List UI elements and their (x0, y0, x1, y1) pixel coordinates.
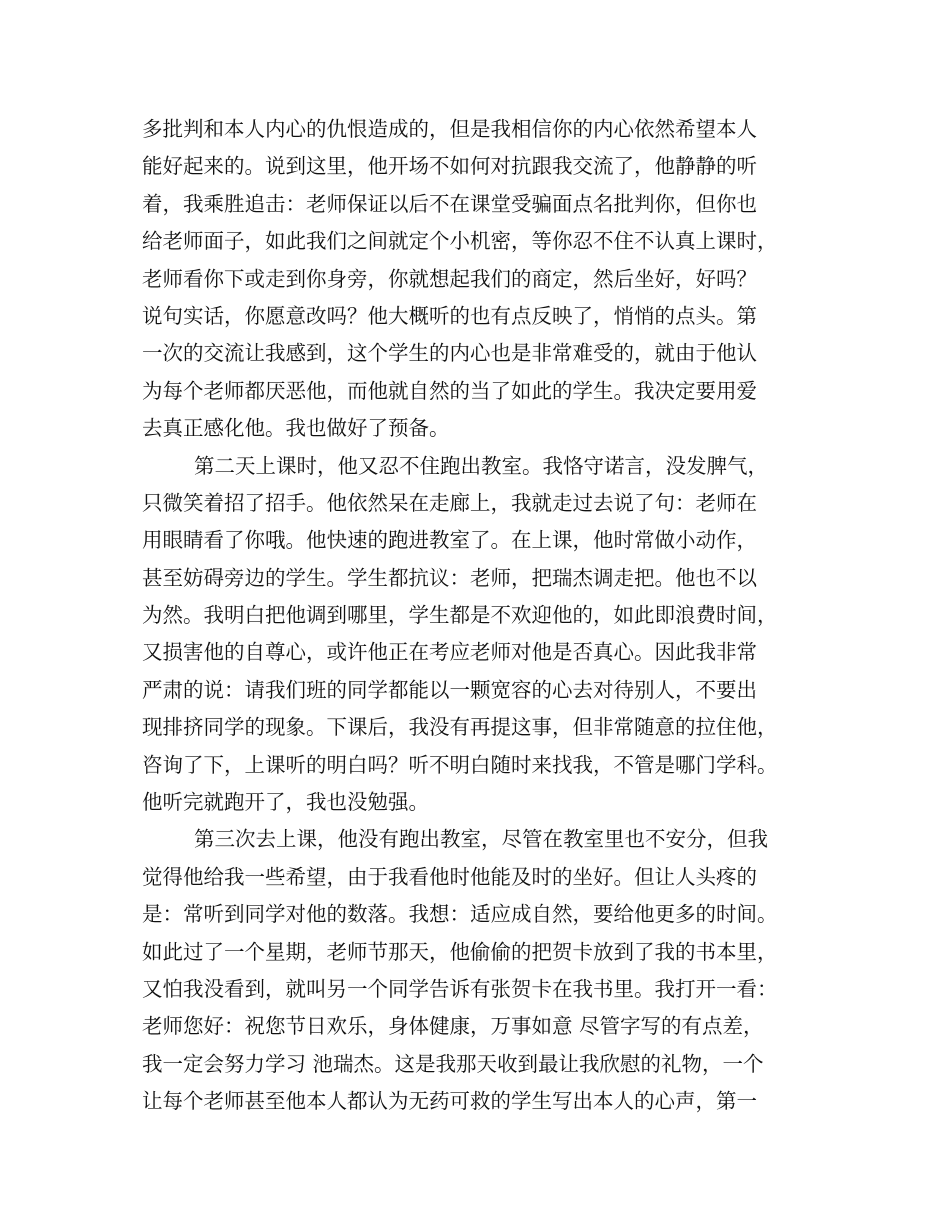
text-line: 说句实话，你愿意改吗？他大概听的也有点反映了，悄悄的点头。第 (142, 303, 757, 328)
text-line: 让每个老师甚至他本人都认为无药可救的学生写出本人的心声，第一 (142, 1089, 757, 1114)
paragraph-start-line: 第三次去上课，他没有跑出教室，尽管在教室里也不安分，但我 (194, 827, 768, 852)
text-line: 着，我乘胜追击：老师保证以后不在课堂受骗面点名批判你，但你也 (142, 191, 757, 216)
text-line: 他听完就跑开了，我也没勉强。 (142, 790, 429, 815)
text-line: 多批判和本人内心的仇恨造成的，但是我相信你的内心依然希望本人 (142, 117, 757, 141)
text-line: 用眼睛看了你哦。他快速的跑进教室了。在上课，他时常做小动作， (142, 528, 757, 553)
text-line: 老师您好：祝您节日欢乐，身体健康，万事如意 尽管字写的有点差， (142, 1014, 764, 1039)
text-line: 一次的交流让我感到，这个学生的内心也是非常难受的，就由于他认 (142, 341, 757, 366)
text-line: 又损害他的自尊心，或许他正在考应老师对他是否真心。因此我非常 (142, 640, 757, 665)
paragraph-start-line: 第二天上课时，他又忍不住跑出教室。我恪守诺言，没发脾气， (194, 453, 768, 478)
text-line: 现排挤同学的现象。下课后，我没有再提这事，但非常随意的拉住他， (142, 715, 778, 740)
text-line: 如此过了一个星期，老师节那天，他偷偷的把贺卡放到了我的书本里， (142, 939, 778, 964)
text-line: 是：常听到同学对他的数落。我想：适应成自然，要给他更多的时间。 (142, 902, 778, 927)
text-line: 我一定会努力学习 池瑞杰。这是我那天收到最让我欣慰的礼物，一个 (142, 1051, 764, 1076)
text-line: 咨询了下，上课听的明白吗？听不明白随时来找我，不管是哪门学科。 (142, 752, 778, 777)
text-line: 觉得他给我一些希望，由于我看他时他能及时的坐好。但让人头疼的 (142, 864, 757, 889)
text-line: 给老师面子，如此我们之间就定个小机密，等你忍不住不认真上课时， (142, 229, 778, 254)
text-line: 甚至妨碍旁边的学生。学生都抗议：老师，把瑞杰调走把。他也不以 (142, 565, 757, 590)
text-line: 能好起来的。说到这里，他开场不如何对抗跟我交流了，他静静的听 (142, 154, 757, 179)
body-text (142, 111, 842, 1121)
text-line: 只微笑着招了招手。他依然呆在走廊上，我就走过去说了句：老师在 (142, 490, 757, 515)
text-line: 去真正感化他。我也做好了预备。 (142, 416, 450, 441)
text-line: 为然。我明白把他调到哪里，学生都是不欢迎他的，如此即浪费时间， (142, 603, 778, 628)
text-line: 为每个老师都厌恶他，而他就自然的当了如此的学生。我决定要用爱 (142, 378, 757, 403)
text-line: 老师看你下或走到你身旁，你就想起我们的商定，然后坐好，好吗？ (142, 266, 757, 291)
text-line: 又怕我没看到，就叫另一个同学告诉有张贺卡在我书里。我打开一看： (142, 976, 778, 1001)
text-line: 严肃的说：请我们班的同学都能以一颗宽容的心去对待别人，不要出 (142, 677, 757, 702)
